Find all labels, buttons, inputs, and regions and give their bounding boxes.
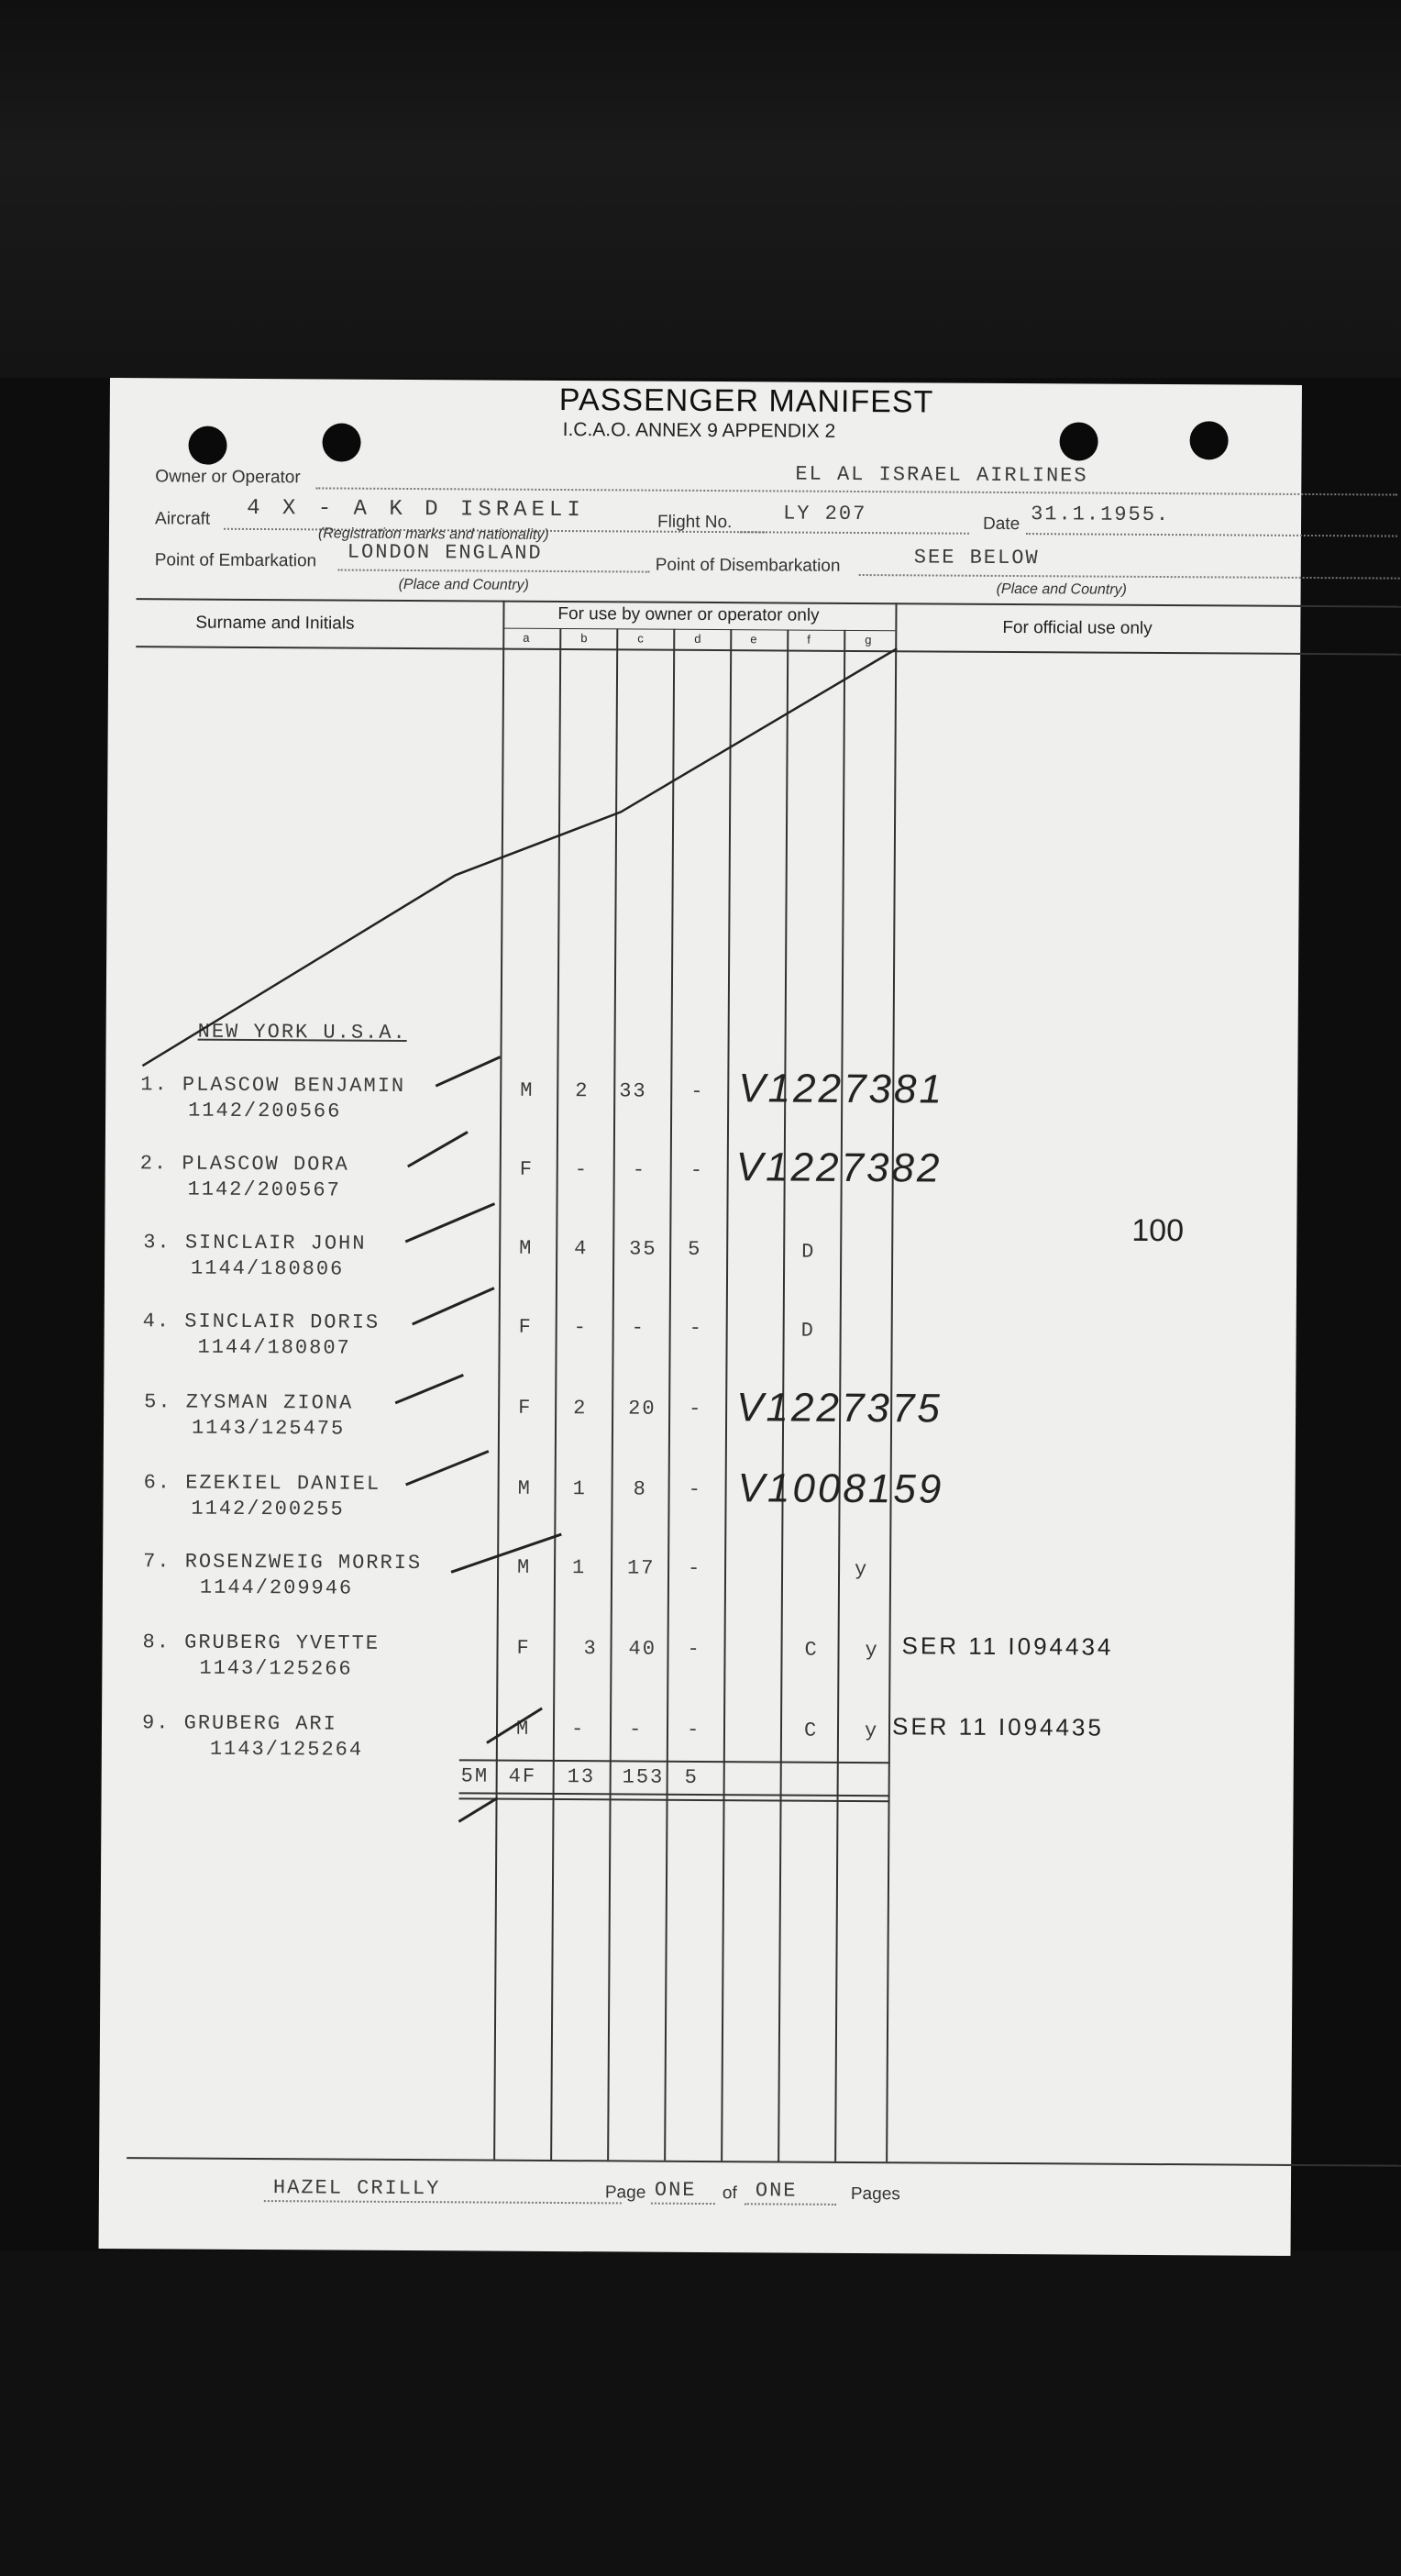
cell-b: -: [573, 1316, 588, 1340]
owner-label: Owner or Operator: [155, 467, 301, 488]
owner-value: EL AL ISRAEL AIRLINES: [795, 462, 1088, 488]
subcol-a: a: [523, 630, 530, 645]
tick-mark: [436, 1056, 500, 1086]
tick-mark: [487, 1708, 542, 1743]
registration-note: (Registration marks and nationality): [317, 525, 549, 543]
page-total: ONE: [755, 2179, 798, 2203]
tick-mark: [451, 1533, 561, 1573]
embarkation-label: Point of Embarkation: [154, 550, 317, 571]
passenger-ref: 1143/125264: [209, 1737, 364, 1762]
cell-d: -: [688, 1556, 702, 1580]
cell-b: 1: [572, 1477, 587, 1501]
aircraft-value: 4 X - A K D ISRAELI: [247, 495, 585, 524]
passenger-ref: 1142/200567: [187, 1177, 341, 1202]
cell-f: D: [801, 1240, 816, 1264]
flight-no-label: Flight No.: [656, 512, 733, 533]
manifest-page: [99, 378, 1302, 2256]
cell-b: -: [570, 1718, 586, 1741]
place-country-note: (Place and Country): [996, 580, 1127, 598]
total-d: 5: [684, 1765, 699, 1789]
official-mark: V1227382: [735, 1144, 943, 1191]
cell-c: 40: [628, 1637, 657, 1661]
subcol-d: d: [694, 631, 701, 646]
page-label: Page: [604, 2183, 646, 2203]
cell-d: -: [688, 1477, 702, 1501]
cell-c: -: [628, 1718, 644, 1741]
cell-c: 8: [633, 1477, 647, 1501]
official-mark: V1227375: [736, 1385, 943, 1432]
tick-mark: [408, 1132, 468, 1166]
official-mark: V1227381: [738, 1066, 945, 1112]
column-header-surname: Surname and Initials: [195, 613, 355, 634]
column-header-official: For official use only: [1002, 617, 1153, 638]
passenger-name: 4. SINCLAIR DORIS: [142, 1310, 381, 1334]
cell-b: 2: [573, 1397, 588, 1421]
total-b: 13: [567, 1765, 596, 1789]
cell-a: M: [515, 1717, 531, 1741]
cell-g: y: [855, 1557, 869, 1582]
cell-b: 2: [575, 1079, 590, 1103]
subcol-f: f: [807, 632, 811, 647]
handwritten-strokes: [99, 378, 1302, 2256]
total-a: 4F: [508, 1764, 537, 1788]
passenger-ref: 1144/180807: [197, 1335, 351, 1360]
cell-a: F: [518, 1315, 533, 1339]
cell-a: M: [520, 1078, 535, 1102]
destination: NEW YORK U.S.A.: [197, 1020, 407, 1045]
tick-mark: [413, 1288, 494, 1325]
official-mark: SER 11 I094434: [901, 1631, 1114, 1661]
disembarkation-value: SEE BELOW: [913, 546, 1040, 570]
passenger-name: 3. SINCLAIR JOHN: [143, 1231, 367, 1255]
passenger-ref: 1142/200566: [188, 1099, 342, 1123]
passenger-name: 5. ZYSMAN ZIONA: [144, 1390, 354, 1415]
cell-d: 5: [688, 1237, 702, 1261]
cell-a: M: [517, 1476, 532, 1500]
date-value: 31.1.1955.: [1031, 503, 1171, 527]
subcol-g: g: [865, 633, 872, 647]
passenger-ref: 1144/180806: [190, 1256, 345, 1281]
passenger-ref: 1142/200255: [191, 1497, 345, 1521]
disembarkation-label: Point of Disembarkation: [655, 555, 841, 576]
tick-mark: [395, 1375, 463, 1403]
passenger-name: 6. EZEKIEL DANIEL: [143, 1471, 381, 1496]
subcol-b: b: [580, 631, 588, 646]
place-country-note: (Place and Country): [398, 576, 529, 593]
passenger-name: 2. PLASCOW DORA: [139, 1152, 349, 1177]
passenger-name: 8. GRUBERG YVETTE: [142, 1631, 381, 1655]
passenger-ref: 1144/209946: [199, 1575, 354, 1600]
total-c: 153: [622, 1765, 665, 1789]
cell-g: y: [864, 1719, 879, 1743]
official-note: 100: [1131, 1212, 1185, 1249]
cell-a: F: [516, 1636, 531, 1660]
page-subtitle: I.C.A.O. ANNEX 9 APPENDIX 2: [562, 419, 836, 442]
tick-mark: [406, 1451, 489, 1486]
cell-c: -: [632, 1158, 647, 1182]
cell-c: 33: [619, 1079, 647, 1103]
tick-mark: [458, 1797, 497, 1821]
cell-f: C: [804, 1638, 819, 1662]
official-mark: V1008159: [737, 1465, 944, 1512]
date-label: Date: [982, 514, 1020, 535]
passenger-ref: 1143/125475: [191, 1416, 346, 1441]
cell-c: 20: [628, 1397, 656, 1421]
signature: HAZEL CRILLY: [272, 2176, 441, 2201]
flight-no-value: LY 207: [783, 502, 867, 526]
cell-d: -: [690, 1079, 705, 1103]
aircraft-label: Aircraft: [154, 509, 211, 529]
cell-a: M: [519, 1236, 534, 1260]
passenger-name: 9. GRUBERG ARI: [141, 1711, 337, 1736]
cell-b: 4: [574, 1237, 589, 1261]
passenger-name: 1. PLASCOW BENJAMIN: [140, 1073, 406, 1098]
subcol-e: e: [750, 632, 757, 647]
cell-d: -: [687, 1637, 701, 1661]
of-label: of: [722, 2184, 737, 2204]
cell-f: D: [800, 1319, 815, 1343]
cell-c: -: [631, 1316, 645, 1340]
cell-g: y: [865, 1639, 879, 1663]
diagonal-cancel-stroke: [142, 644, 897, 1070]
cell-a: F: [519, 1157, 535, 1181]
cell-d: -: [689, 1397, 703, 1421]
total-male: 5M: [460, 1764, 490, 1788]
tick-mark: [405, 1203, 494, 1243]
cell-a: M: [517, 1555, 532, 1579]
cell-d: -: [689, 1316, 703, 1340]
scan-background-bottom: [0, 2251, 1401, 2576]
page-number: ONE: [654, 2178, 697, 2202]
scan-background-top: [0, 0, 1401, 378]
page-title: PASSENGER MANIFEST: [558, 381, 934, 420]
cell-b: 3: [583, 1637, 598, 1661]
column-header-owner-use: For use by owner or operator only: [557, 603, 820, 625]
cell-b: 1: [572, 1556, 587, 1580]
cell-b: -: [574, 1158, 590, 1182]
cell-c: 17: [627, 1556, 656, 1580]
cell-d: -: [686, 1718, 701, 1741]
cell-c: 35: [629, 1237, 657, 1261]
cell-f: C: [803, 1719, 819, 1742]
embarkation-value: LONDON ENGLAND: [347, 540, 543, 565]
passenger-name: 7. ROSENZWEIG MORRIS: [143, 1550, 423, 1575]
passenger-ref: 1143/125266: [199, 1656, 353, 1681]
cell-d: -: [689, 1158, 705, 1182]
pages-label: Pages: [850, 2184, 900, 2205]
subcol-c: c: [637, 631, 644, 646]
official-mark: SER 11 I094435: [891, 1712, 1105, 1741]
cell-a: F: [518, 1396, 533, 1420]
